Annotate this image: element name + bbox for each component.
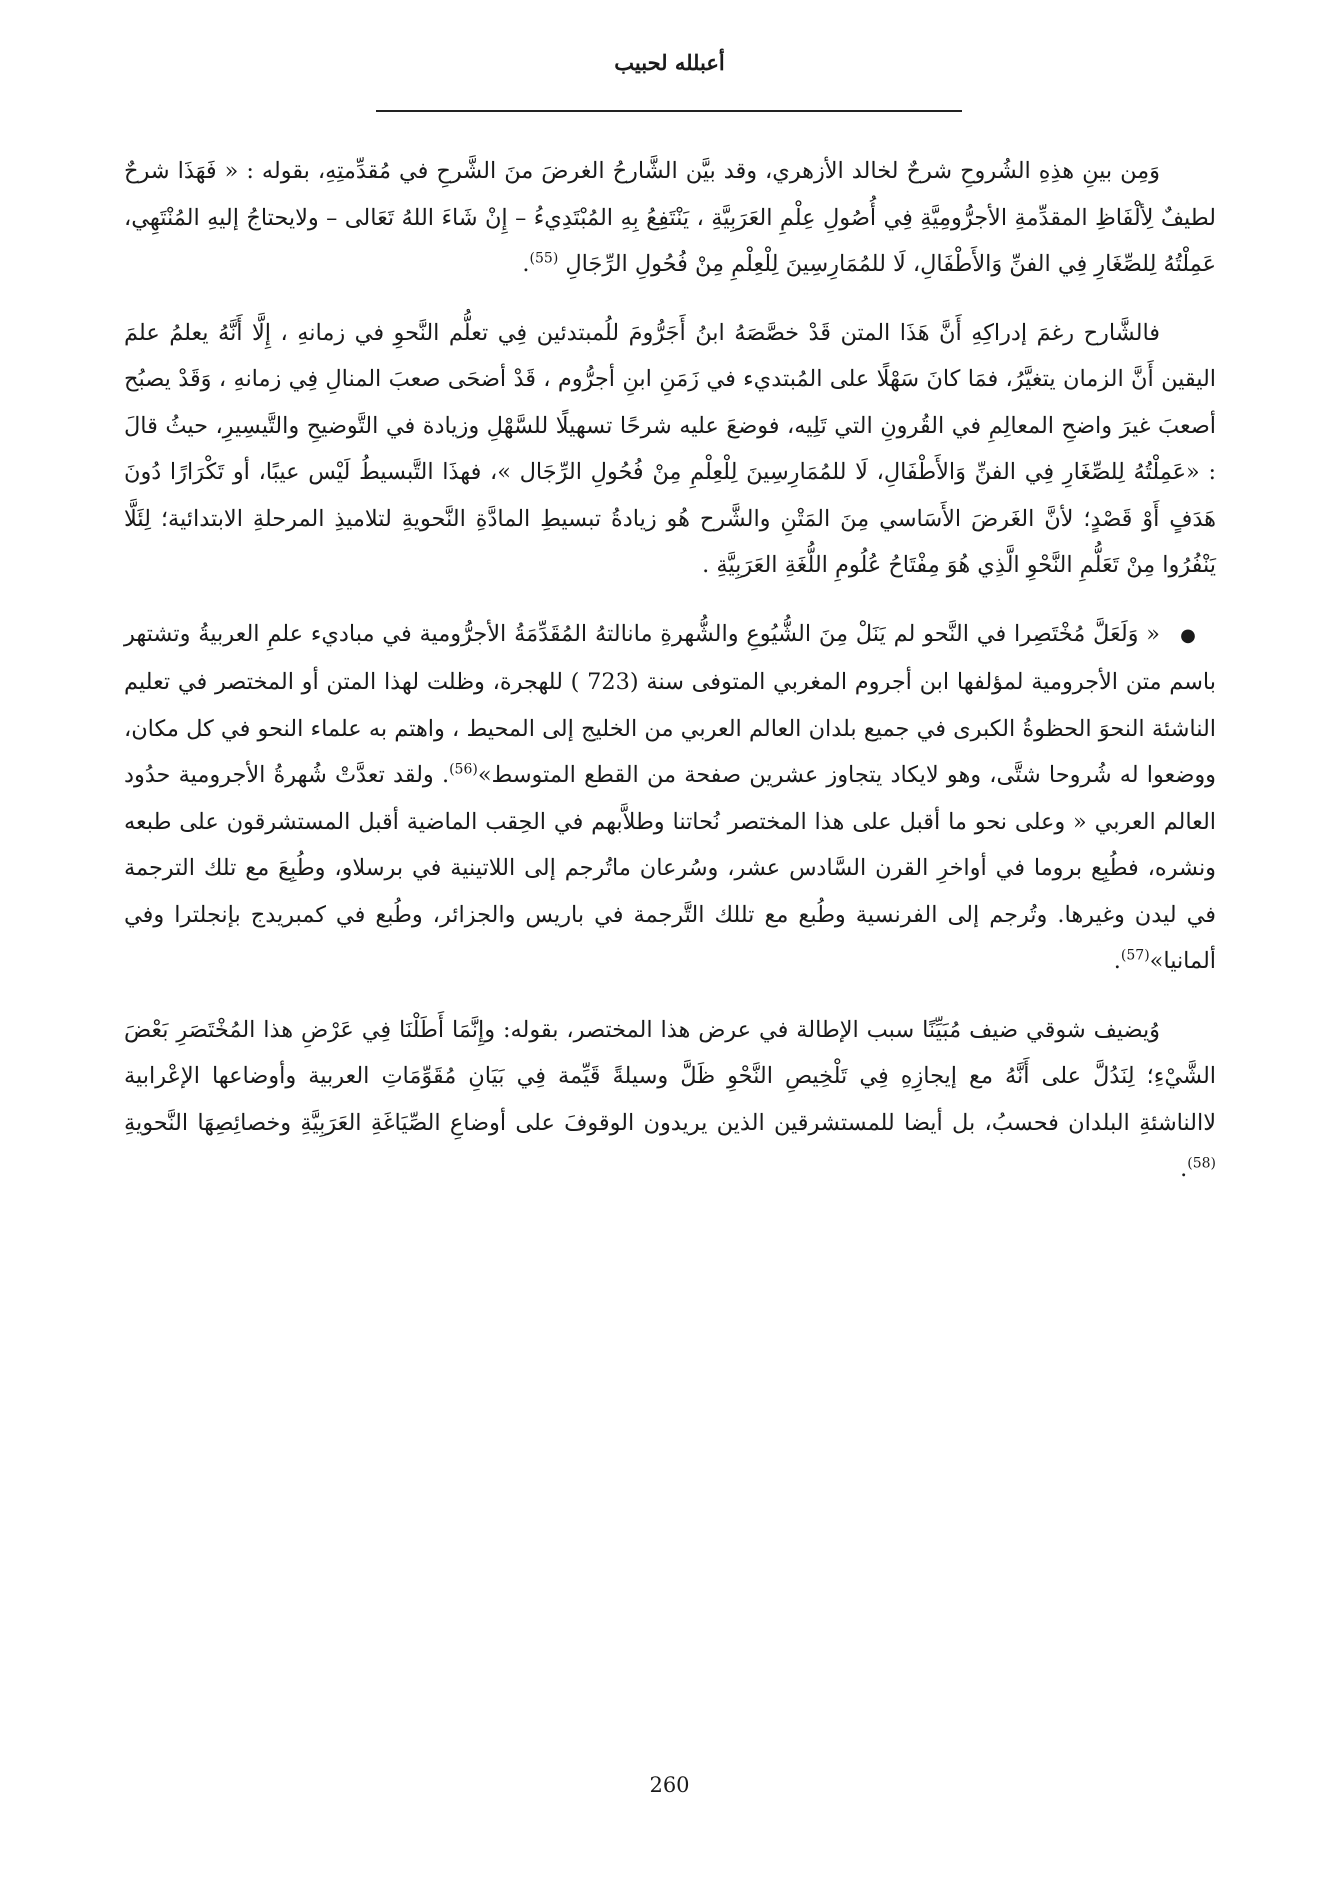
paragraph-4-tail: . [1180,1156,1188,1182]
body-text [124,148,1216,1193]
paragraph-4 [124,1007,1216,1193]
paragraph-3-bullet [124,611,1216,985]
paragraph-3-tail: . [1113,948,1121,974]
paragraph-3-text-a: « وَلَعَلَّ مُخْتَصِرا في النَّحو لم يَنَلْ مِنَ الشُّيُوعِ والشُّهرةِ مانالتهُ المُقَدِّمَةُ الأجرُّومية في مباديء علمِ العربيةُ وتشتهر باسم متن الأجرومية لمؤلفها ابن أجروم المغربي المتوفى سنة (723 ) للهجرة، وظلت لهذا المتن أو المختصر في تعليم الناشئة النحوَ الحظوةُ الكبرى في جميع بلدان العالم العربي من الخليج إلى المحيط ، واهتم به علماء النحو في كل مكان، ووضعوا له شُروحا شتَّى، وهو لايكاد يتجاوز عشرين صفحة من القطع المتوسط» [124,620,1216,788]
footnote-ref-55[interactable]: (55) [529,250,559,267]
paragraph-1-tail: . [522,251,530,277]
bullet-icon: ● [1180,624,1196,646]
paragraph-1 [124,148,1216,288]
paragraph-3-text-b: . ولقد تعدَّتْ شُهرةُ الأجرومية حدُود العالم العربي « وعلى نحو ما أقبل على هذا المختصر نُحاتنا وطلاَّبهم في الحِقب الماضية أقبل المستشرقون على طبعه ونشره، فطُبِع بروما في أواخرِ القرن السَّادس عشر، وسُرعان ماتُرجم إلى اللاتينية في برسلاو، وطُبِعَ مع تلك الترجمة في ليدن وغيرها. وتُرجم إلى الفرنسية وطُبع مع تللك التَّرجمة في باريس والجزائر، وطُبع في كمبريدج بإنجلترا وفي ألمانيا» [124,762,1216,974]
paragraph-2: فالشَّارح رغمَ إدراكِهِ أَنَّ هَذَا المتن قَدْ خصَّصَهُ ابنُ أَجَرُّومَ للُمبتدئين فِي تعلُّم النَّحوِ في زمانهِ ، إِلَّا أَنَّهُ يعلمُ علمَ اليقين أَنَّ الزمان يتغيَّرُ، فمَا كانَ سَهْلًا على المُبتديء في زَمَنِ ابنِ أجرُّوم ، قَدْ أضحَى صعبَ المنالِ فِي زمانهِ ، وَقَدْ يصبُح أصعبَ غيرَ واضحِ المعالِمِ في القُرونِ التي تَلِيه، فوضعَ عليه شرحًا تسهيلًا للسَّهْلِ وزيادة في التَّوضيحِ والتَّيسِيرِ، حيثُ قالَ : «عَمِلْتُهُ لِلصِّغَارِ فِي الفنِّ وَالأَطْفَالِ، لَا للمُمَارِسِينَ لِلْعِلْمِ مِنْ فُحُولِ الرِّجَال »، فهذَا التَّبسيطُ لَيْس عيبًا، أو تَكْرَارًا دُونَ هَدَفٍ أَوْ قَصْدٍ؛ لأنَّ الغَرضَ الأَسَاسي مِنَ المَتْنِ والشَّرح هُو زيادةُ تبسيطِ المادَّةِ النَّحويةِ لتلاميذِ المرحلةِ الابتدائية؛ لِئَلَّا يَنْفُرُوا مِنْ تَعَلُّمِ النَّحْوِ الَّذِي هُوَ مِفْتَاحُ عُلُومِ اللُّغَةِ العَرَبِيَّةِ . [124,319,1216,578]
paragraph-1-text: وَمِن بينِ هذِهِ الشُروحِ شرحٌ لخالد الأزهري، وقد بيَّن الشَّارحُ الغرضَ منَ الشَّرحِ في مُقدِّمتِهِ، بقوله : « فَهَذَا شرحٌ لطيفٌ لِألْفَاظِ المقدِّمةِ الأجرُّومِيَّةِ فِي أُصُولِ عِلْمِ العَرَبِيَّةِ ، يَنْتَفِعُ بِهِ المُبْتَدِيءُ – إِنْ شَاءَ اللهُ تَعَالى – ولايحتاجُ إليهِ المُنْتَهِي، عَمِلْتُهُ لِلصِّغَارِ فِي الفنِّ وَالأَطْفَالِ، لَا للمُمَارِسِينَ لِلْعِلْمِ مِنْ فُحُولِ الرِّجَالِ [124,158,1216,277]
page-number: 260 [649,1773,690,1797]
paragraph-4-text: وُيضيف شوقي ضيف مُبَيِّنًا سبب الإطالة في عرض هذا المختصر، بقوله: وإِنَّمَا أَطَلْنَا فِي عَرْضِ هذا المُخْتَصَرِ بَعْضَ الشَّيْءِ؛ لِنَدُلَّ على أَنَّهُ مع إيجازِهِ فِي تَلْخِيصِ النَّحْوِ ظَلَّ وسيلةً قَيِّمة فِي بَيَانِ مُقَوِّمَاتِ العربية وأوضاعها الإعْرابية لاالناشئةِ البلدان فحسبُ، بل أيضا للمستشرقين الذين يريدون الوقوفَ على أوضاعِ الصِّيَاغَةِ العَرَبِيَّةِ وخصائِصِهَا النَّحويةِ [124,1016,1216,1136]
footnote-ref-57[interactable]: (57) [1120,947,1150,964]
footnote-ref-56[interactable]: (56) [449,761,478,778]
header-divider [376,110,962,112]
running-header: أعبلله لحبيب [614,50,725,75]
footnote-ref-58[interactable]: (58) [1187,1155,1216,1172]
